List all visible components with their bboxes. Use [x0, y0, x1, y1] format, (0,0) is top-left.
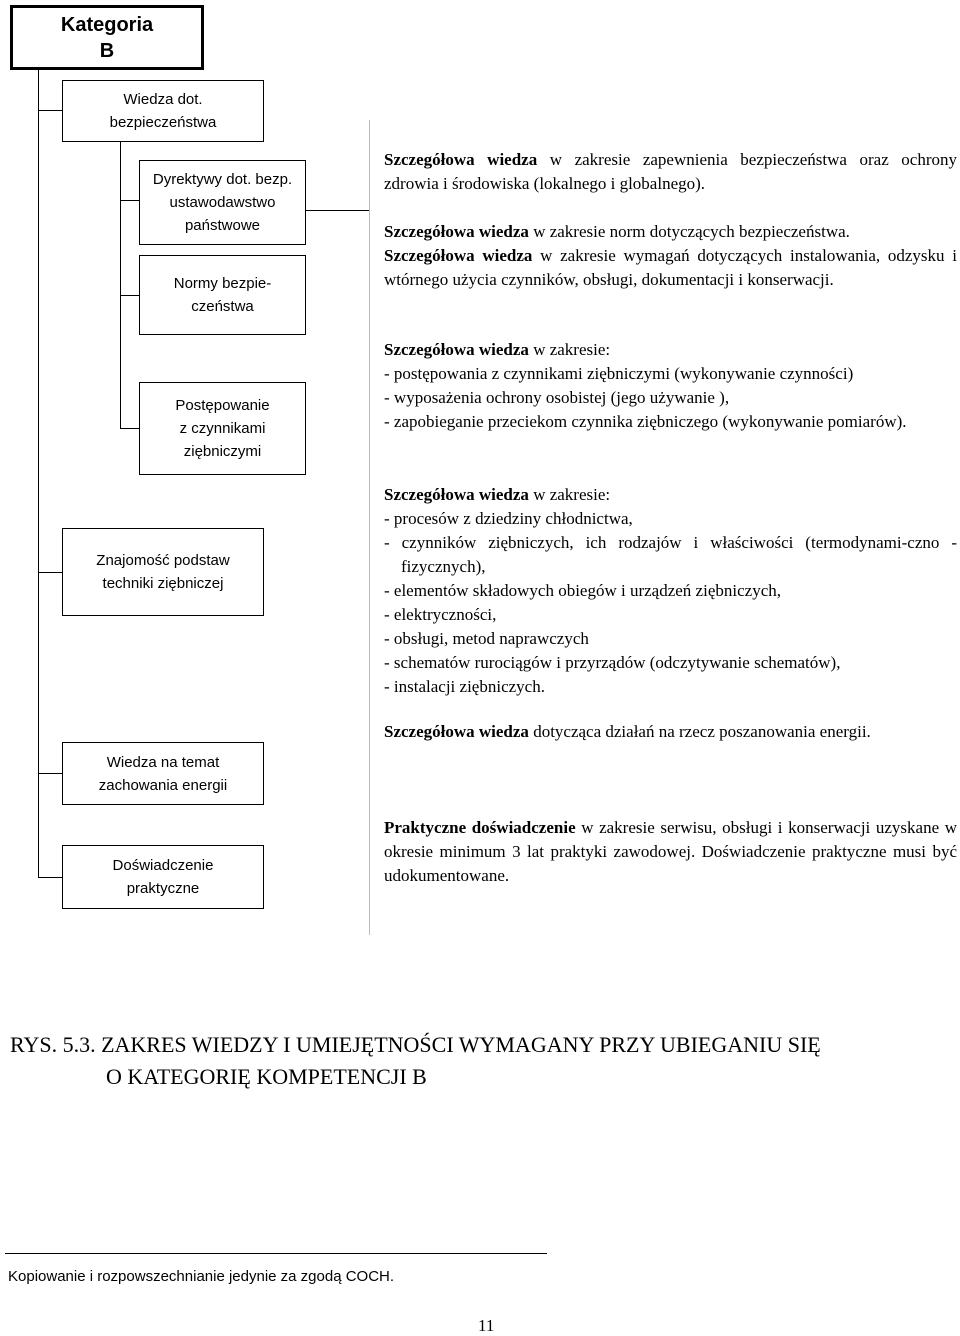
box-dyrektywy-label: [140, 168, 305, 237]
description-list-item: - zapobieganie przeciekom czynnika ziębniczego (wykonywanie pomiarów).: [384, 412, 907, 431]
description-rest: w zakresie:: [528, 340, 611, 359]
description-lead: Szczegółowa wiedza: [384, 222, 529, 241]
box-wiedza-bezpieczenstwa: [62, 80, 264, 142]
connector-normy: [120, 295, 139, 296]
description-rest: w zakresie norm dotyczących bezpieczeństwa.: [528, 222, 850, 241]
box-wiedza-bezpieczenstwa-label: [63, 88, 263, 134]
description-rest: w zakresie serwisu, obsługi i konserwacji uzyskane w okresie minimum 3 lat praktyki zawodowej. Doświadczenie praktyczne musi być udokumentowane.: [384, 818, 957, 885]
box-label-line: Normy bezpie-: [173, 275, 272, 292]
description-3: [384, 338, 957, 434]
description-list-item: - wyposażenia ochrony osobistej (jego używanie ),: [384, 388, 730, 407]
description-paragraph: [384, 338, 957, 362]
box-wiedza-energia-label: [63, 751, 263, 797]
box-kategoria-line2: B: [99, 39, 115, 62]
box-postepowanie: [139, 382, 306, 475]
connector-wiedza-energia: [38, 773, 62, 774]
box-label-line: bezpieczeństwa: [109, 114, 217, 131]
description-rest: w zakresie zapewnienia bezpieczeństwa oraz ochrony zdrowia i środowiska (lokalnego i globalnego).: [384, 150, 957, 193]
footer-text: Kopiowanie i rozpowszechnianie jedynie za zgodą COCH.: [8, 1268, 395, 1285]
box-label-line: ustawodawstwo: [169, 194, 276, 211]
description-paragraph: [384, 483, 957, 507]
box-label-line: Dyrektywy dot. bezp.: [152, 171, 293, 188]
box-znajomosc-label: [63, 549, 263, 595]
description-rest: w zakresie wymagań dotyczących instalowania, odzysku i wtórnego użycia czynników, obsługi, dokumentacji i konserwacji.: [384, 246, 957, 289]
description-lead: Szczegółowa wiedza: [384, 246, 533, 265]
sub-trunk-line: [120, 142, 121, 429]
box-label-line: państwowe: [184, 217, 261, 234]
box-label-line: ziębniczymi: [183, 443, 262, 460]
box-znajomosc: [62, 528, 264, 616]
main-trunk-line: [38, 70, 39, 878]
description-5: [384, 720, 957, 744]
box-wiedza-energia: [62, 742, 264, 805]
description-list-item: - procesów z dziedziny chłodnictwa,: [384, 509, 633, 528]
description-lead: Szczegółowa wiedza: [384, 150, 538, 169]
description-list-item: - obsługi, metod naprawczych: [384, 629, 589, 648]
page-number: 11: [478, 1316, 495, 1335]
description-list-item: - elektryczności,: [384, 605, 497, 624]
description-list-item: - postępowania z czynnikami ziębniczymi (wykonywanie czynności): [384, 364, 854, 383]
box-postepowanie-label: [140, 394, 305, 463]
bracket-vertical-1: [369, 120, 370, 935]
connector-wiedza-bezp: [38, 110, 62, 111]
box-doswiadczenie-label: [63, 854, 263, 900]
box-kategoria-line1: Kategoria: [60, 13, 154, 36]
figure-caption-line1: RYS. 5.3. ZAKRES WIEDZY I UMIEJĘTNOŚCI WYMAGANY PRZY UBIEGANIU SIĘ: [10, 1032, 821, 1057]
box-normy-label: [140, 272, 305, 318]
description-paragraph: [384, 220, 957, 244]
box-label-line: Znajomość podstaw: [96, 552, 230, 569]
description-list-item: - schematów rurociągów i przyrządów (odczytywanie schematów),: [384, 653, 841, 672]
description-2: [384, 220, 957, 292]
description-6: [384, 816, 957, 888]
description-paragraph: [384, 148, 957, 196]
description-lead: Szczegółowa wiedza: [384, 722, 529, 741]
connector-doswiadczenie: [38, 877, 62, 878]
box-doswiadczenie: [62, 845, 264, 909]
figure-caption-line2: O KATEGORIĘ KOMPETENCJI B: [106, 1064, 427, 1089]
bracket-link-1: [306, 210, 369, 211]
box-kategoria: [10, 5, 204, 70]
connector-dyrektywy: [120, 200, 139, 201]
box-label-line: czeństwa: [191, 298, 254, 315]
connector-postepowanie: [120, 428, 139, 429]
footer-rule: [5, 1253, 547, 1254]
box-label-line: z czynnikami: [179, 420, 266, 437]
description-4: [384, 483, 957, 699]
box-label-line: techniki ziębniczej: [102, 575, 224, 592]
box-label-line: Wiedza dot.: [123, 91, 203, 108]
box-label-line: Wiedza na temat: [106, 753, 220, 771]
box-label-line: Doświadczenie: [112, 857, 214, 874]
description-rest: w zakresie:: [528, 485, 611, 504]
box-normy: [139, 255, 306, 335]
description-list-item: - czynników ziębniczych, ich rodzajów i właściwości (termodynami-czno - fizycznych),: [384, 533, 957, 576]
description-lead: Szczegółowa wiedza: [384, 340, 529, 359]
description-paragraph: [384, 244, 957, 292]
description-lead: Szczegółowa wiedza: [384, 485, 529, 504]
description-paragraph: [384, 816, 957, 888]
box-label-line: zachowania energii: [98, 776, 228, 794]
description-paragraph: [384, 720, 957, 744]
description-list-item: - elementów składowych obiegów i urządzeń ziębniczych,: [384, 581, 781, 600]
connector-znajomosc: [38, 572, 62, 573]
box-label-line: praktyczne: [126, 880, 200, 897]
box-dyrektywy: [139, 160, 306, 245]
description-lead: Praktyczne doświadczenie: [384, 818, 576, 837]
description-list-item: - instalacji ziębniczych.: [384, 677, 545, 696]
box-label-line: Postępowanie: [175, 397, 270, 414]
description-rest: dotycząca działań na rzecz poszanowania energii.: [528, 722, 871, 741]
description-1: [384, 148, 957, 196]
